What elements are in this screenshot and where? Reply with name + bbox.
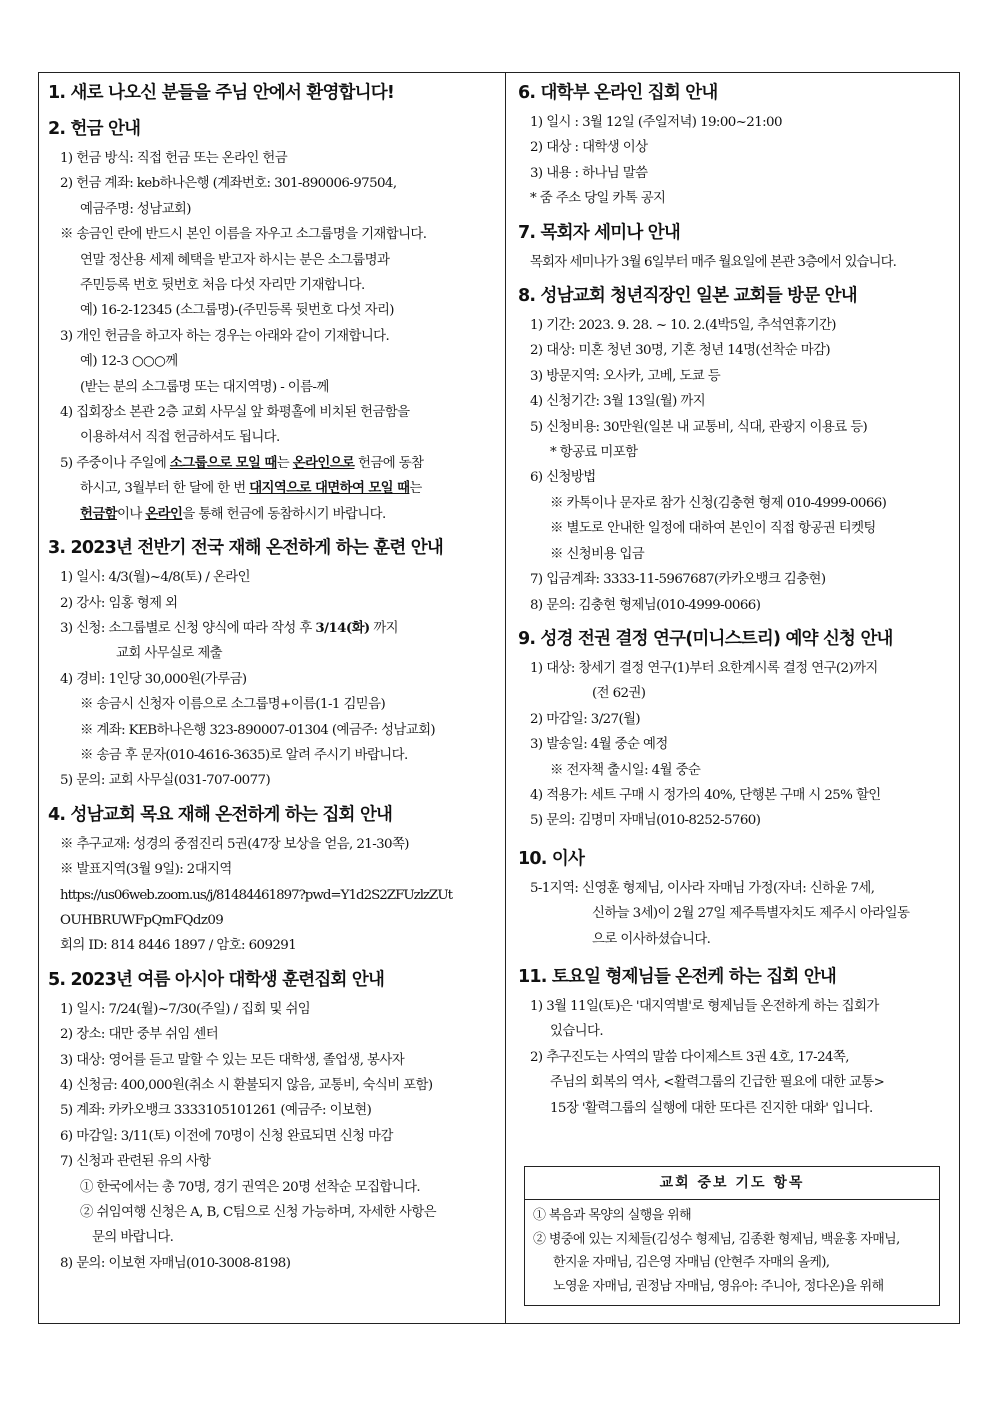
list-item	[48, 616, 498, 641]
section-title: 7. 목회자 세미나 안내	[518, 222, 680, 243]
list-item: 4) 신청기간: 3월 13일(월) 까지	[530, 394, 706, 410]
prayer-item: 한지윤 자매님, 김은영 자매님 (안현주 자매의 올케),	[553, 1255, 830, 1270]
section-title: 2. 헌금 안내	[48, 119, 141, 139]
list-item: 7) 신청과 관련된 유의 사항	[60, 1154, 211, 1170]
list-item: 1) 기간: 2023. 9. 28. ~ 10. 2.(4박5일, 추석연휴기간)	[530, 318, 836, 334]
emphasis: 3/14(화)	[315, 619, 370, 636]
section-japan-visit	[518, 285, 948, 618]
section-title: 6. 대학부 온라인 집회 안내	[518, 83, 718, 103]
section-offering	[48, 118, 498, 527]
prayer-item: 노영윤 자매님, 권정남 자매님, 영유아: 주니아, 정다온)을 위해	[553, 1278, 884, 1294]
list-item: 2) 대상: 미혼 청년 30명, 기혼 청년 14명(선착순 마감)	[530, 343, 830, 359]
list-item: 문의 바랍니다.	[92, 1230, 174, 1246]
column-divider	[505, 72, 506, 1324]
list-item: 이용하셔서 직접 헌금하셔도 됩니다.	[80, 430, 280, 446]
note-item: ※ 별도로 안내한 일정에 대하여 본인이 직접 항공권 티켓팅	[550, 521, 876, 537]
list-item: 예금주명: 성남교회)	[80, 201, 191, 217]
meeting-id: 회의 ID: 814 8446 1897 / 암호: 609291	[60, 938, 297, 954]
list-item: 8) 문의: 이보현 자매님(010-3008-8198)	[60, 1255, 291, 1271]
list-item: 1) 헌금 방식: 직접 헌금 또는 온라인 헌금	[60, 151, 288, 166]
list-item: 6) 마감일: 3/11(토) 이전에 70명이 신청 완료되면 신청 마감	[60, 1128, 393, 1144]
list-item: 1) 일시: 4/3(월)~4/8(토) / 온라인	[60, 570, 250, 586]
note-item: ※ 발표지역(3월 9일): 2대지역	[60, 862, 232, 878]
section-title: 5. 2023년 여름 아시아 대학생 훈련집회 안내	[48, 969, 385, 990]
list-item: 8) 문의: 김충현 형제님(010-4999-0066)	[530, 597, 761, 613]
list-item: 2) 대상 : 대학생 이상	[530, 140, 648, 156]
section-saturday-meeting	[518, 966, 948, 1121]
zoom-link[interactable]: OUHBRUWFpQmFQdz09	[60, 912, 224, 928]
paragraph: 5-1지역: 신영훈 형제님, 이사라 자매님 가정(자녀: 신하윤 7세,	[530, 880, 875, 896]
prayer-box	[524, 1166, 940, 1306]
note-item: * 항공료 미포함	[550, 445, 638, 461]
paragraph: 으로 이사하셨습니다.	[592, 931, 711, 947]
prayer-item: ① 복음과 목양의 실행을 위해	[533, 1208, 692, 1223]
section-welcome	[48, 82, 498, 104]
text: 하시고, 3월부터 한 달에 한 번	[80, 481, 250, 497]
text: 헌금에 동참	[354, 455, 424, 471]
note-item: ※ 추구교재: 성경의 중점진리 5권(47장 보상을 얻음, 21-30쪽)	[60, 836, 409, 852]
section-asia-conference	[48, 969, 498, 1276]
list-item: 3) 개인 헌금을 하고자 하는 경우는 아래와 같이 기재합니다.	[60, 328, 390, 344]
section-moving	[518, 848, 948, 952]
left-column	[48, 80, 498, 1286]
list-item	[48, 502, 498, 527]
list-item: 15장 '활력그룹의 실행에 대한 또다른 진지한 대화' 입니다.	[550, 1100, 873, 1116]
list-item: 3) 발송일: 4월 중순 예정	[530, 737, 668, 753]
emphasis: 소그룹으로 모일 때	[169, 454, 277, 471]
list-item: 2) 헌금 계좌: keb하나은행 (계좌번호: 301-890006-97504,	[60, 176, 397, 192]
list-item: 3) 방문지역: 오사카, 고베, 도쿄 등	[530, 368, 721, 384]
section-title: 11. 토요일 형제님들 온전케 하는 집회 안내	[518, 966, 837, 987]
section-title: 8. 성남교회 청년직장인 일본 교회들 방문 안내	[518, 286, 857, 307]
list-item: 5) 문의: 김명미 자매님(010-8252-5760)	[530, 813, 761, 829]
list-item: 5) 신청비용: 30만원(일본 내 교통비, 식대, 관광지 이용료 등)	[530, 419, 868, 435]
text: 을 통해 헌금에 동참하시기 바랍니다.	[182, 506, 386, 522]
list-item: 7) 입금계좌: 3333-11-5967687(카카오뱅크 김충현)	[530, 572, 826, 588]
section-title: 10. 이사	[518, 848, 585, 869]
list-item: 주님의 회복의 역사, <활력그룹의 긴급한 필요에 대한 교통>	[550, 1075, 885, 1091]
list-item: 3) 내용 : 하나님 말씀	[530, 165, 648, 181]
list-item: (전 62권)	[592, 686, 646, 702]
section-title: 1. 새로 나오신 분들을 주님 안에서 환영합니다!	[48, 83, 395, 103]
emphasis: 온라인으로	[292, 454, 355, 471]
list-item: 4) 경비: 1인당 30,000원(가루금)	[60, 671, 247, 687]
list-item: 1) 3월 11일(토)은 '대지역별'로 형제님들 온전하게 하는 집회가	[530, 998, 879, 1014]
zoom-link[interactable]: https://us06web.zoom.us/j/81484461897?pwd=Y1d2S2ZFUzlzZUt	[60, 887, 453, 903]
list-item: (받는 분의 소그룹명 또는 대지역명) - 이름-께	[80, 379, 329, 395]
note-item: 연말 정산용 세제 혜택을 받고자 하시는 분은 소그룹명과	[80, 252, 390, 268]
section-title: 3. 2023년 전반기 전국 재해 온전하게 하는 훈련 안내	[48, 538, 443, 559]
emphasis: 온라인	[145, 505, 183, 522]
list-item: ① 한국에서는 총 70명, 경기 권역은 20명 선착순 모집합니다.	[80, 1179, 421, 1195]
section-college-meeting	[518, 82, 948, 212]
text: 는	[276, 455, 293, 471]
note-item: ※ 전자책 출시일: 4월 중순	[550, 762, 701, 778]
emphasis: 헌금함	[80, 505, 118, 522]
list-item: 6) 신청방법	[530, 470, 596, 486]
note-item: ※ 카톡이나 문자로 참가 신청(김충현 형제 010-4999-0066)	[550, 495, 887, 511]
prayer-item: ② 병중에 있는 지체들(김성수 형제님, 김종환 형제님, 백윤홍 자매님,	[533, 1231, 900, 1247]
list-item: 2) 추구진도는 사역의 말씀 다이제스트 3권 4호, 17-24쪽,	[530, 1049, 849, 1065]
section-thursday-meeting	[48, 804, 498, 959]
section-title: 4. 성남교회 목요 재해 온전하게 하는 집회 안내	[48, 804, 393, 825]
list-item: 교회 사무실로 제출	[116, 646, 222, 662]
list-item: 예) 12-3 ○○○께	[80, 354, 178, 370]
note-item: 예) 16-2-12345 (소그룹명)-(주민등록 뒷번호 다섯 자리)	[80, 303, 394, 319]
list-item: 2) 마감일: 3/27(월)	[530, 711, 641, 727]
text: 5) 주중이나 주일에	[60, 455, 170, 471]
note-item: ※ 송금 후 문자(010-4616-3635)로 알려 주시기 바랍니다.	[80, 747, 408, 763]
list-item: 4) 집회장소 본관 2층 교회 사무실 앞 화평홀에 비치된 헌금함을	[60, 405, 410, 421]
text: 는	[409, 481, 422, 497]
list-item: 2) 장소: 대만 중부 쉬임 센터	[60, 1027, 219, 1043]
list-item: 있습니다.	[550, 1024, 603, 1040]
list-item: 5) 계좌: 카카오뱅크 3333105101261 (예금주: 이보현)	[60, 1103, 372, 1119]
text: 까지	[369, 620, 398, 636]
section-pastor-seminar	[518, 222, 948, 275]
text: 3) 신청: 소그룹별로 신청 양식에 따라 작성 후	[60, 620, 316, 636]
list-item: ② 쉬임여행 신청은 A, B, C팀으로 신청 가능하며, 자세한 사항은	[80, 1205, 437, 1221]
emphasis: 대지역으로 대면하여 모일 때	[249, 480, 410, 497]
note-item: ※ 신청비용 입금	[550, 546, 645, 562]
list-item: 3) 대상: 영어를 듣고 말할 수 있는 모든 대학생, 졸업생, 봉사자	[60, 1052, 405, 1068]
prayer-box-title: 교회 중보 기도 항목	[525, 1167, 939, 1200]
note-item: 주민등록 번호 뒷번호 처음 다섯 자리만 기재합니다.	[80, 278, 365, 294]
section-bible-study	[518, 628, 948, 834]
note-item: * 줌 주소 당일 카톡 공지	[530, 191, 666, 207]
section-title: 9. 성경 전권 결정 연구(미니스트리) 예약 신청 안내	[518, 628, 893, 649]
list-item: 1) 일시: 7/24(월)~7/30(주일) / 집회 및 쉬임	[60, 1001, 311, 1017]
list-item: 2) 강사: 임홍 형제 외	[60, 595, 178, 611]
paragraph: 신하늘 3세)이 2월 27일 제주특별자치도 제주시 아라일동	[592, 906, 910, 922]
right-column	[518, 80, 948, 1131]
list-item: 1) 일시 : 3월 12일 (주일저녁) 19:00~21:00	[530, 115, 782, 130]
prayer-box-body	[525, 1200, 939, 1298]
list-item: 4) 적용가: 세트 구매 시 정가의 40%, 단행본 구매 시 25% 할인	[530, 787, 881, 803]
list-item: 1) 대상: 창세기 결정 연구(1)부터 요한계시록 결정 연구(2)까지	[530, 660, 878, 676]
list-item: 5) 문의: 교회 사무실(031-707-0077)	[60, 773, 271, 789]
note-item: ※ 송금인 란에 반드시 본인 이름을 자우고 소그룹명을 기재합니다.	[60, 227, 427, 243]
paragraph: 목회자 세미나가 3월 6일부터 매주 월요일에 본관 3층에서 있습니다.	[530, 254, 896, 270]
section-training	[48, 537, 498, 794]
list-item	[48, 476, 498, 501]
list-item: 4) 신청금: 400,000원(취소 시 환불되지 않음, 교통비, 숙식비 포함)	[60, 1078, 433, 1093]
note-item: ※ 송금시 신청자 이름으로 소그룹명+이름(1-1 김믿음)	[80, 697, 386, 713]
note-item: ※ 계좌: KEB하나은행 323-890007-01304 (예금주: 성남교회)	[80, 722, 436, 738]
list-item	[48, 451, 498, 476]
text: 이나	[117, 506, 146, 522]
